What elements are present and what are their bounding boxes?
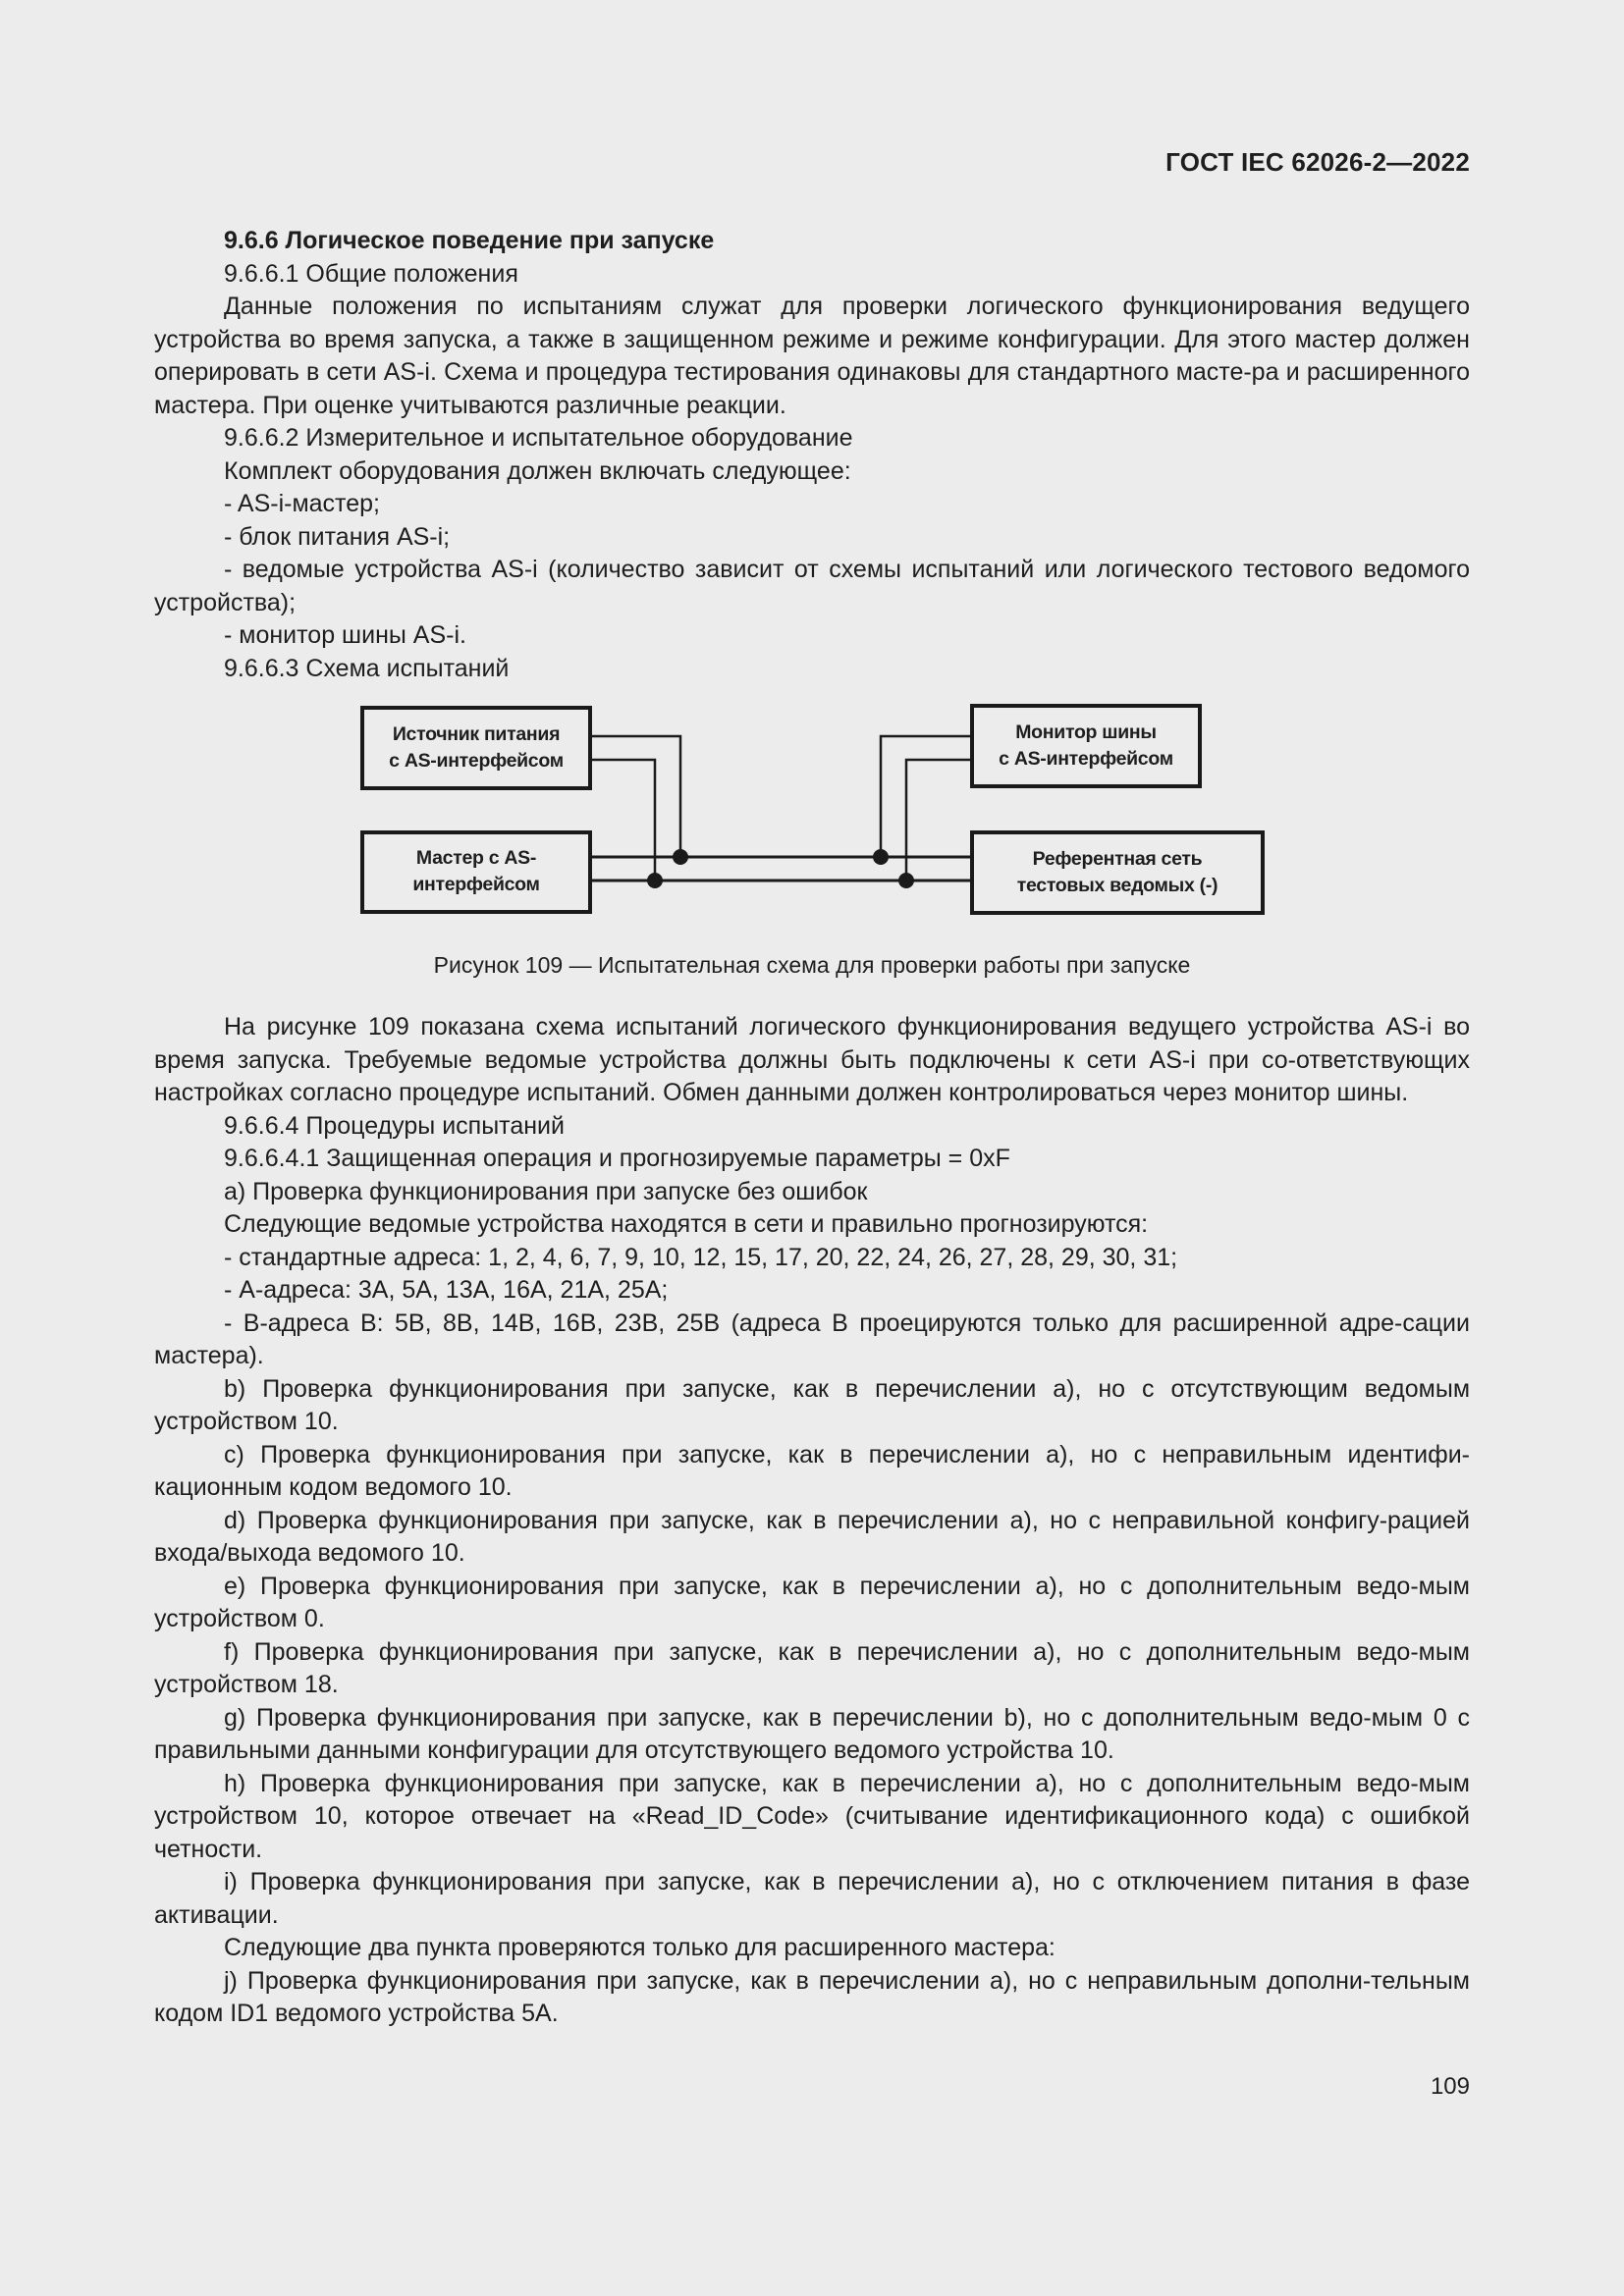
list-item: b) Проверка функционирования при запуске, как в перечислении а), но с отсутствующим ведомым устройством 10. [154, 1374, 1470, 1435]
power-supply-label: Источник питания с AS-интерфейсом [389, 723, 564, 772]
paragraph: Данные положения по испытаниям служат для проверки логического функционирования ведущего устройства во время запуска, а также в защищенном режиме и режиме конфигурации. Для этого мастер должен оперировать в сети AS-i. Схема и процедура тестирования одинаковы для стандартного масте-ра и расширенного мастера. При оценке учитываются различные реакции. [154, 293, 1470, 419]
section-9-6-6 [154, 225, 1470, 685]
test-schematic-diagram [353, 697, 1276, 923]
list-item: - AS-i-мастер; [224, 490, 380, 517]
paragraph: Следующие ведомые устройства находятся в сети и правильно прогнозируются: [224, 1210, 1149, 1238]
master-label: Мастер с AS- интерфейсом [412, 847, 540, 895]
paragraph: На рисунке 109 показана схема испытаний логического функционирования ведущего устройства AS-i во время запуска. Требуемые ведомые устройства должны быть подключены к сети AS-i при со-ответствующих настройках согласно процедуре испытаний. Обмен данными должен контролироваться через монитор шины. [154, 1013, 1470, 1106]
subsection-title: 9.6.6.4.1 Защищенная операция и прогнозируемые параметры = 0xF [224, 1145, 1010, 1172]
subsection-title: 9.6.6.1 Общие положения [224, 259, 518, 288]
reference-network-label: Референтная сеть тестовых ведомых (-) [1016, 848, 1218, 896]
section-body-continued [154, 1011, 1470, 2031]
list-item: - В-адреса В: 5В, 8В, 14В, 16В, 23В, 25В (адреса В проецируются только для расширенной адре-сации мастера). [154, 1308, 1470, 1369]
paragraph: Комплект оборудования должен включать следующее: [224, 456, 851, 485]
document-code-header: ГОСТ IEC 62026-2—2022 [1165, 147, 1470, 177]
list-item: - А-адреса: 3А, 5А, 13А, 16А, 21А, 25А; [224, 1276, 669, 1304]
subsection-title: 9.6.6.3 Схема испытаний [224, 654, 510, 682]
subsection-title: 9.6.6.4 Процедуры испытаний [224, 1111, 565, 1140]
page-number: 109 [1430, 2073, 1470, 2100]
list-item: g) Проверка функционирования при запуске, как в перечислении b), но с дополнительным ведо-мым 0 с правильными данными конфигурации для отсутствующего ведомого устройства 10. [154, 1703, 1470, 1764]
junction-dots [647, 849, 914, 888]
list-item: - монитор шины AS-i. [224, 621, 466, 649]
list-item: a) Проверка функционирования при запуске без ошибок [224, 1177, 868, 1205]
list-item: - стандартные адреса: 1, 2, 4, 6, 7, 9, 10, 12, 15, 17, 20, 22, 24, 26, 27, 28, 29, 30, 31; [224, 1243, 1178, 1271]
paragraph: Следующие два пункта проверяются только для расширенного мастера: [224, 1934, 1056, 1961]
bus-monitor-label: Монитор шины с AS-интерфейсом [999, 721, 1173, 770]
list-item: - ведомые устройства AS-i (количество зависит от схемы испытаний или логического тестового ведомого устройства); [154, 556, 1470, 616]
list-item: h) Проверка функционирования при запуске, как в перечислении а), но с дополнительным ведо-мым устройством 10, которое отвечает на «Read_ID_Code» (считывание идентификационного кода) с ошибкой четности. [154, 1769, 1470, 1863]
section-heading: 9.6.6 Логическое поведение при запуске [224, 227, 715, 254]
list-item: f) Проверка функционирования при запуске, как в перечислении а), но с дополнительным ведо-мым устройством 18. [154, 1637, 1470, 1698]
list-item: - блок питания AS-i; [224, 522, 451, 551]
list-item: j) Проверка функционирования при запуске, как в перечислении а), но с неправильным дополни-тельным кодом ID1 ведомого устройства 5А. [154, 1966, 1470, 2027]
list-item: e) Проверка функционирования при запуске, как в перечислении а), но с дополнительным ведо-мым устройством 0. [154, 1572, 1470, 1632]
list-item: d) Проверка функционирования при запуске, как в перечислении а), но с неправильной конфигу-рацией входа/выхода ведомого 10. [154, 1506, 1470, 1567]
list-item: i) Проверка функционирования при запуске, как в перечислении а), но с отключением питания в фазе активации. [154, 1868, 1470, 1929]
figure-caption: Рисунок 109 — Испытательная схема для проверки работы при запуске [433, 952, 1191, 978]
subsection-title: 9.6.6.2 Измерительное и испытательное оборудование [224, 424, 853, 452]
list-item: c) Проверка функционирования при запуске, как в перечислении а), но с неправильным идентифи-кационным кодом ведомого 10. [154, 1440, 1470, 1501]
